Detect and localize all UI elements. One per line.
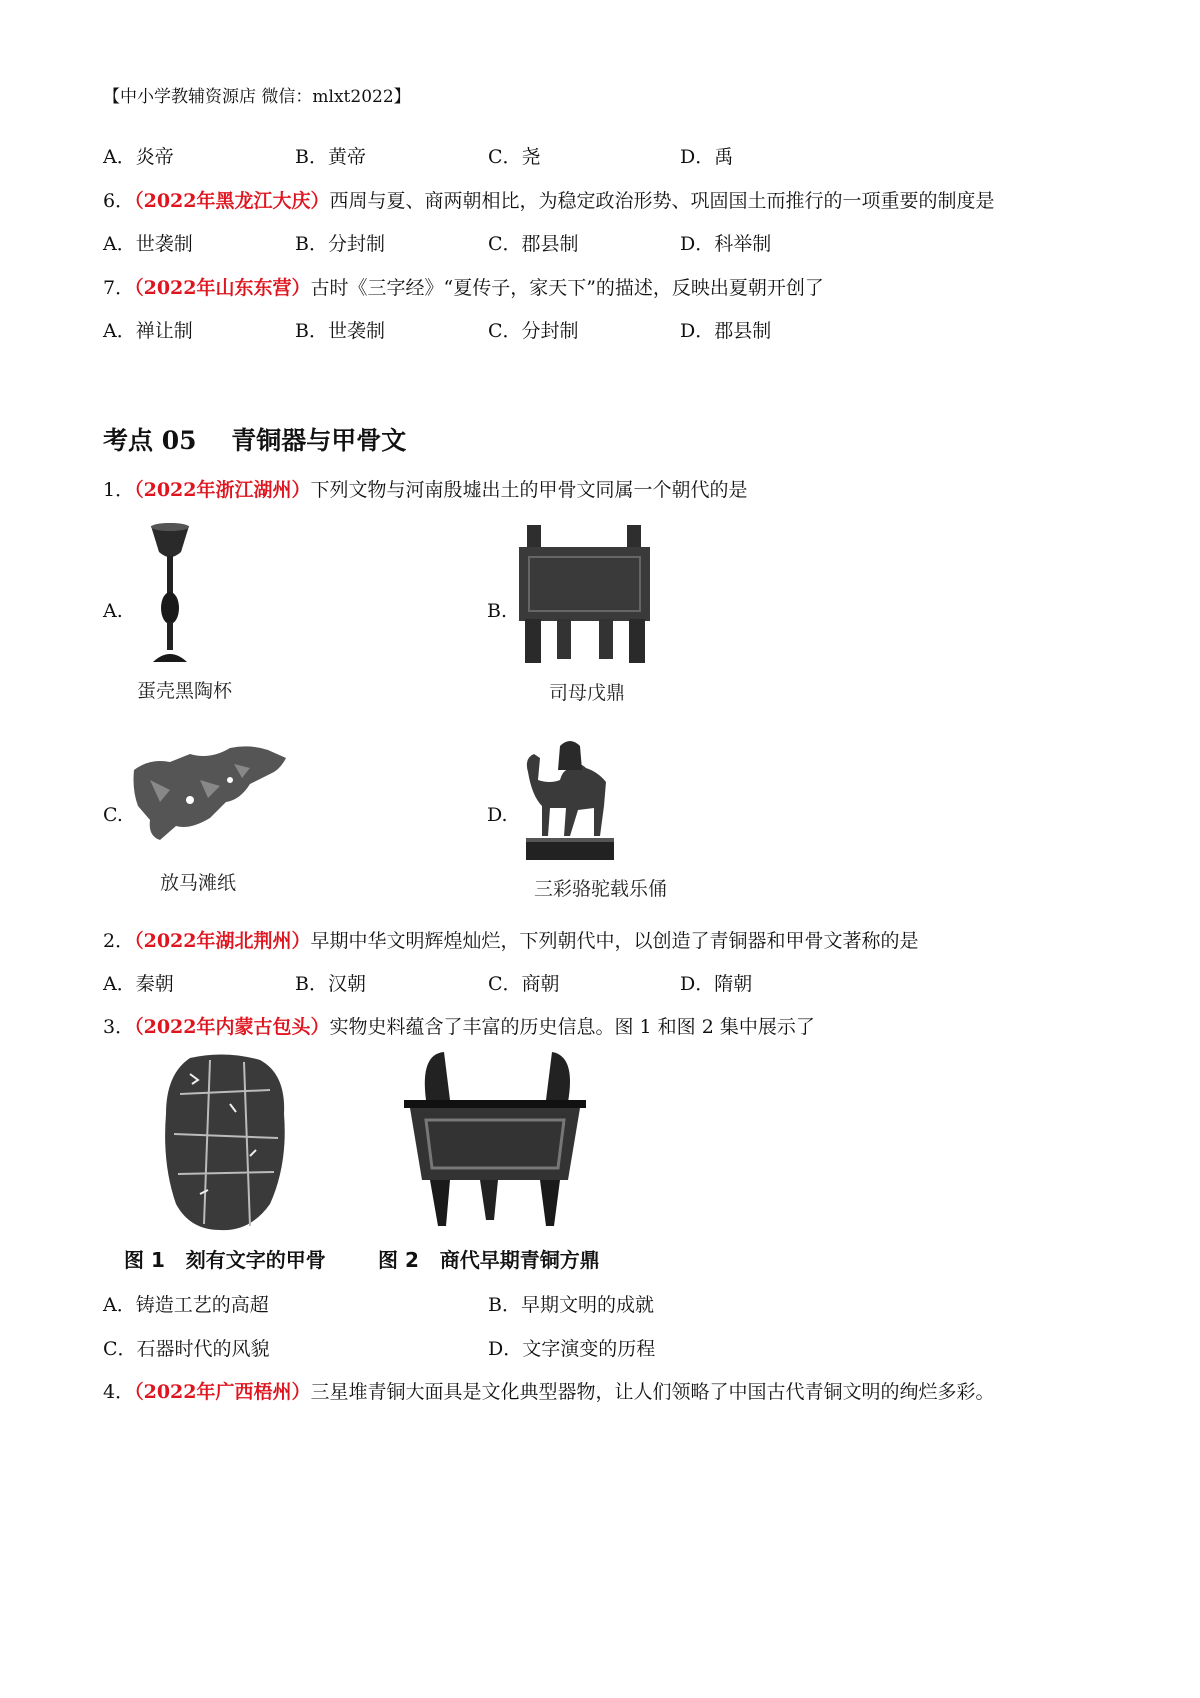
- s1-stem: [103, 475, 748, 502]
- q6-option-b: B．分封制: [295, 233, 385, 255]
- s1-option-d-caption: 三彩骆驼载乐俑: [534, 878, 668, 900]
- q6-option-a: A．世袭制: [103, 233, 193, 255]
- q7-text: 古时《三字经》“夏传子，家天下”的描述，反映出夏朝开创了: [310, 277, 824, 299]
- s2-option-c: C．商朝: [488, 973, 560, 995]
- simuwu-ding-image: [517, 523, 652, 663]
- s1-option-c-caption: 放马滩纸: [160, 872, 237, 894]
- q5-option-c: C．尧: [488, 146, 541, 168]
- q6-source: （2022年黑龙江大庆）: [134, 190, 330, 212]
- s3-option-b: B．早期文明的成就: [488, 1294, 654, 1316]
- s4-source: （2022年广西梧州）: [134, 1381, 311, 1403]
- s1-source: （2022年浙江湖州）: [134, 479, 311, 501]
- bronze-square-ding-image: [400, 1050, 590, 1230]
- q5-option-d: D．禹: [680, 146, 734, 168]
- s1-option-c-letter: C.: [103, 804, 123, 826]
- s1-option-a-letter: A.: [103, 600, 123, 622]
- s1-text: 下列文物与河南殷墟出土的甲骨文同属一个朝代的是: [310, 479, 748, 501]
- fangmatan-paper-image: [130, 740, 290, 850]
- s3-option-d: D．文字演变的历程: [488, 1338, 656, 1360]
- s2-source: （2022年湖北荆州）: [134, 930, 311, 952]
- q7-option-c: C．分封制: [488, 320, 579, 342]
- q7-source: （2022年山东东营）: [134, 277, 311, 299]
- q6-number: 6．: [103, 190, 135, 212]
- s2-option-d: D．隋朝: [680, 973, 753, 995]
- s2-option-a: A．秦朝: [103, 973, 174, 995]
- s4-text: 三星堆青铜大面具是文化典型器物，让人们领略了中国古代青铜文明的绚烂多彩。: [310, 1381, 995, 1403]
- s1-option-b-caption: 司母戊鼎: [549, 682, 626, 704]
- black-pottery-cup-image: [145, 522, 195, 670]
- q7-stem: [103, 273, 824, 300]
- s3-stem: [103, 1012, 815, 1039]
- s2-text: 早期中华文明辉煌灿烂，下列朝代中，以创造了青铜器和甲骨文著称的是: [310, 930, 919, 952]
- s3-source: （2022年内蒙古包头）: [134, 1016, 330, 1038]
- q5-option-b: B．黄帝: [295, 146, 366, 168]
- q7-option-d: D．郡县制: [680, 320, 772, 342]
- s1-option-b-letter: B.: [487, 600, 508, 622]
- header-source: 【中小学教辅资源店 微信：mlxt2022】: [103, 87, 411, 107]
- figure-2-caption: 图 2 商代早期青铜方鼎: [378, 1248, 600, 1272]
- s4-stem: [103, 1377, 995, 1404]
- s3-text: 实物史料蕴含了丰富的历史信息。图 1 和图 2 集中展示了: [329, 1016, 815, 1038]
- q6-stem: [103, 186, 995, 213]
- q5-option-a: A．炎帝: [103, 146, 174, 168]
- q7-number: 7．: [103, 277, 135, 299]
- section-heading: 考点 05 青铜器与甲骨文: [103, 426, 407, 455]
- s1-option-a-caption: 蛋壳黑陶杯: [137, 680, 233, 702]
- s3-number: 3．: [103, 1016, 135, 1038]
- s2-number: 2．: [103, 930, 135, 952]
- tricolor-camel-image: [520, 736, 620, 864]
- s2-stem: [103, 926, 919, 953]
- oracle-bone-image: [160, 1054, 290, 1232]
- q6-option-d: D．科举制: [680, 233, 772, 255]
- figure-1-caption: 图 1 刻有文字的甲骨: [124, 1248, 326, 1272]
- s1-option-d-letter: D.: [487, 804, 508, 826]
- s3-option-c: C．石器时代的风貌: [103, 1338, 270, 1360]
- s4-number: 4．: [103, 1381, 135, 1403]
- s3-option-a: A．铸造工艺的高超: [103, 1294, 269, 1316]
- s2-option-b: B．汉朝: [295, 973, 366, 995]
- q7-option-a: A．禅让制: [103, 320, 193, 342]
- s1-number: 1．: [103, 479, 135, 501]
- q6-text: 西周与夏、商两朝相比，为稳定政治形势、巩固国土而推行的一项重要的制度是: [329, 190, 995, 212]
- q6-option-c: C．郡县制: [488, 233, 579, 255]
- q7-option-b: B．世袭制: [295, 320, 385, 342]
